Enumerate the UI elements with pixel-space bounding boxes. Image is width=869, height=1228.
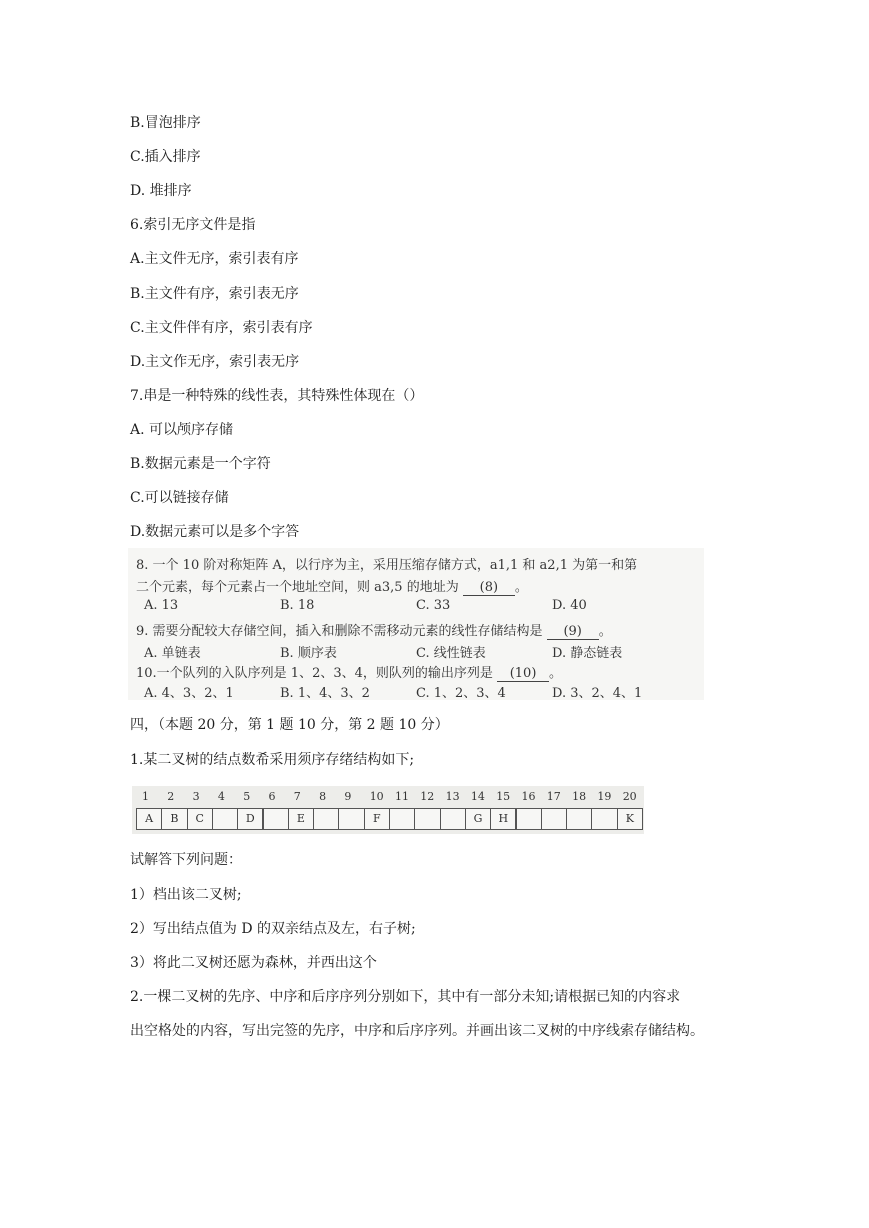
- q8-line2-text: 二个元素，每个元素占一个地址空间，则 a3,5 的地址为: [136, 580, 459, 595]
- array-index: 15: [496, 790, 511, 803]
- array-index: 9: [344, 790, 352, 803]
- array-index: 10: [369, 790, 384, 803]
- array-index: 20: [622, 790, 637, 803]
- q10-text: 10.一个队列的入队序列是 1、2、3、4，则队列的输出序列是: [136, 666, 493, 681]
- array-cell: [313, 808, 339, 830]
- array-cell: G: [465, 808, 491, 830]
- array-index: 1: [142, 790, 149, 803]
- q10-opt-c: C. 1、2、3、4: [416, 686, 506, 701]
- array-index: 12: [420, 790, 435, 803]
- q9-opt-d: D. 静态链表: [552, 646, 623, 661]
- array-cell: D: [237, 808, 263, 830]
- array-index: 13: [445, 790, 460, 803]
- q10-opt-a: A. 4、3、2、1: [144, 686, 234, 701]
- array-index: 2: [167, 790, 175, 803]
- q7-option-c: C.可以链接存储: [130, 490, 229, 506]
- q7-option-a: A. 可以颅序存储: [130, 422, 234, 438]
- q9-blank: (9): [547, 624, 599, 640]
- q6-option-d: D.主文作无序，索引表无序: [130, 354, 300, 370]
- question-4-1: 1.某二叉树的结点数希采用须序存绪结构如下;: [130, 752, 415, 768]
- array-index: 8: [319, 790, 327, 803]
- array-cell: [263, 808, 289, 830]
- section-4-header: 四，（本题 20 分，第 1 题 10 分，第 2 题 10 分）: [130, 717, 449, 733]
- array-index: 14: [470, 790, 485, 803]
- q8-opt-a: A. 13: [144, 598, 179, 613]
- array-index: 19: [597, 790, 612, 803]
- array-index: 7: [293, 790, 301, 803]
- q8-period: 。: [514, 580, 528, 595]
- answer-prompt: 试解答下列问题：: [130, 852, 242, 868]
- q8-opt-c: C. 33: [416, 598, 451, 613]
- option-d-heap-sort: D. 堆排序: [130, 183, 192, 199]
- q9-line: [136, 620, 612, 640]
- array-cell: [566, 808, 592, 830]
- array-index: 3: [192, 790, 200, 803]
- q8-opt-d: D. 40: [552, 598, 587, 613]
- q9-opt-c: C. 线性链表: [416, 646, 486, 661]
- q7-option-b: B.数据元素是一个字符: [130, 456, 271, 472]
- q10-opt-d: D. 3、2、4、1: [552, 686, 643, 701]
- q8-blank: (8): [463, 580, 515, 596]
- sub-question-2: 2）写出结点值为 D 的双亲结点及左，右子树;: [130, 921, 416, 937]
- array-cell: C: [187, 808, 213, 830]
- question-7: 7.串是一种特殊的线性表，其特殊性体现在（）: [130, 388, 424, 404]
- array-cell: [414, 808, 440, 830]
- array-cell: [212, 808, 238, 830]
- array-cell: B: [161, 808, 187, 830]
- array-cell: E: [288, 808, 314, 830]
- q9-period: 。: [598, 624, 612, 639]
- q10-period: 。: [549, 666, 563, 681]
- array-index: 18: [572, 790, 587, 803]
- q6-option-b: B.主文件有序，索引表无序: [130, 286, 299, 302]
- sub-question-1: 1）档出该二叉树;: [130, 887, 242, 903]
- q7-option-d: D.数据元素可以是多个字答: [130, 524, 300, 540]
- q10-blank: (10): [497, 666, 549, 682]
- array-cell: [591, 808, 617, 830]
- option-b-bubble-sort: B.冒泡排序: [130, 115, 201, 131]
- array-cell: A: [136, 808, 162, 830]
- binary-tree-array-table: [132, 786, 644, 834]
- q8-line2: [136, 576, 528, 596]
- sub-question-3: 3）将此二叉树还愿为森林，并西出这个: [130, 955, 377, 971]
- array-cell: K: [617, 808, 643, 830]
- array-cell: [389, 808, 415, 830]
- question-4-2-line1: 2.一棵二叉树的先序、中序和后序序列分别如下，其中有一部分未知;请根据已知的内容求: [130, 989, 681, 1005]
- q6-option-c: C.主文件伴有序，索引表有序: [130, 320, 313, 336]
- q8-line1: 8. 一个 10 阶对称矩阵 A，以行序为主，采用压缩存储方式，a1,1 和 a2,1 为第一和第: [136, 558, 638, 573]
- array-index: 4: [217, 790, 225, 803]
- array-index: 6: [268, 790, 276, 803]
- option-c-insertion-sort: C.插入排序: [130, 149, 201, 165]
- q6-option-a: A.主文件无序，索引表有序: [130, 251, 299, 267]
- array-index: 16: [521, 790, 536, 803]
- question-4-2-line2: 出空格处的内容，写出完签的先序，中序和后序序列。并画出该二叉树的中序线索存储结构。: [130, 1023, 704, 1039]
- array-cell: [338, 808, 364, 830]
- array-cell: [541, 808, 567, 830]
- array-cell: H: [490, 808, 516, 830]
- array-cell: [516, 808, 542, 830]
- q9-opt-a: A. 单链表: [144, 646, 201, 661]
- array-index: 11: [395, 790, 409, 803]
- q10-line: [136, 662, 562, 682]
- question-6: 6.索引无序文件是指: [130, 217, 256, 233]
- array-cell: [440, 808, 466, 830]
- array-index: 17: [546, 790, 561, 803]
- q8-opt-b: B. 18: [280, 598, 315, 613]
- array-cell: F: [364, 808, 390, 830]
- q10-opt-b: B. 1、4、3、2: [280, 686, 370, 701]
- array-index: 5: [243, 790, 251, 803]
- scanned-questions-8-10: [128, 548, 704, 700]
- q9-opt-b: B. 顺序表: [280, 646, 337, 661]
- q9-text: 9. 需要分配较大存储空间，插入和删除不需移动元素的线性存储结构是: [136, 624, 543, 639]
